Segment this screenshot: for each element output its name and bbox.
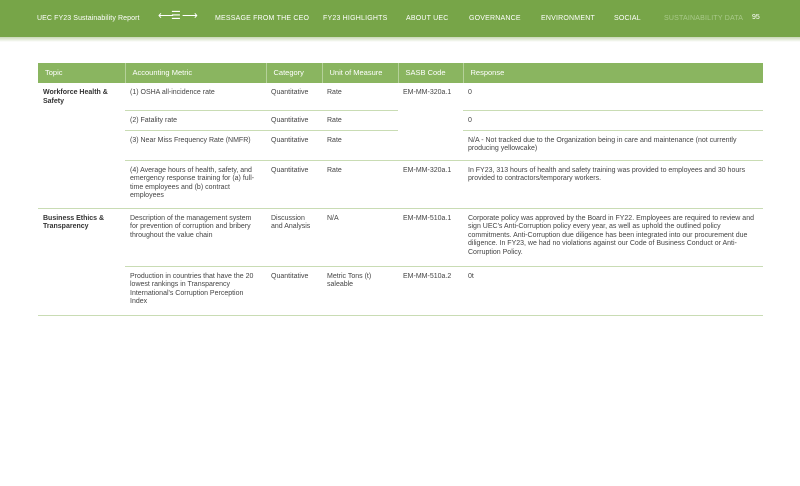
unit-cell: Metric Tons (t) saleable [322, 266, 398, 315]
topic-cell [38, 160, 125, 208]
topic-cell [38, 110, 125, 130]
column-header-sasb-code: SASB Code [398, 63, 463, 83]
table-row [38, 130, 763, 160]
table-row [38, 160, 763, 208]
sasb-code-cell: EM-MM-320a.1 [403, 89, 452, 96]
nav-item-message-from-ceo[interactable]: MESSAGE FROM THE CEO [215, 15, 310, 22]
top-navigation-bar [0, 0, 800, 37]
table-row [38, 83, 763, 110]
column-header-topic: Topic [38, 63, 125, 83]
metric-cell: (3) Near Miss Frequency Rate (NMFR) [125, 130, 266, 160]
nav-item-governance[interactable]: GOVERNANCE [469, 15, 521, 22]
table-row [38, 208, 763, 266]
topic-cell: Workforce Health & Safety [43, 89, 108, 105]
topic-cell [38, 130, 125, 160]
sasb-code-cell: EM-MM-320a.1 [398, 160, 463, 208]
response-cell: In FY23, 313 hours of health and safety training was provided to employees and 30 hours provided to contractors/temporary workers. [463, 160, 763, 208]
metric-cell: (4) Average hours of health, safety, and emergency response training for (a) full-time employees and (b) contract employees [125, 160, 266, 208]
table-row [38, 110, 763, 130]
category-cell: Quantitative [266, 130, 322, 160]
page-number: 95 [752, 14, 760, 21]
unit-cell: Rate [322, 130, 398, 160]
column-header-category: Category [266, 63, 322, 83]
unit-cell: Rate [322, 83, 398, 110]
sasb-code-cell: EM-MM-510a.1 [398, 208, 463, 266]
column-header-unit-of-measure: Unit of Measure [322, 63, 398, 83]
response-cell: 0 [463, 83, 763, 110]
metric-cell: Description of the management system for prevention of corruption and bribery throughout the value chain [125, 208, 266, 266]
category-cell: Quantitative [266, 110, 322, 130]
topic-cell [38, 266, 125, 315]
unit-cell: N/A [322, 208, 398, 266]
response-cell: Corporate policy was approved by the Board in FY22. Employees are required to review and sign UEC's Anti-Corruption policy every year, as well as uphold the outlined policy commitments. Anti-Corruption due diligence has been integrated into our procurement due diligence. In FY23, we had no violations against our Code of Business Conduct or Anti-Corruption Policy. [463, 208, 763, 266]
metric-cell: (1) OSHA all-incidence rate [125, 83, 266, 110]
metric-cell: (2) Fatality rate [125, 110, 266, 130]
sasb-code-cell [398, 110, 463, 130]
next-page-arrow-icon[interactable]: ⟶ [182, 10, 198, 22]
sasb-code-cell [398, 130, 463, 160]
table-row [38, 266, 763, 315]
nav-item-about-uec[interactable]: ABOUT UEC [406, 15, 449, 22]
previous-page-arrow-icon[interactable]: ⟵ [158, 10, 174, 22]
unit-cell: Rate [322, 160, 398, 208]
metric-cell: Production in countries that have the 20 lowest rankings in Transparency International's Corruption Perception Index [125, 266, 266, 315]
nav-item-social[interactable]: SOCIAL [614, 15, 641, 22]
response-cell: 0t [463, 266, 763, 315]
category-cell: Quantitative [266, 83, 322, 110]
sasb-metrics-table [38, 63, 763, 316]
category-cell: Quantitative [266, 266, 322, 315]
menu-icon[interactable]: ☰ [171, 10, 181, 22]
category-cell: Quantitative [266, 160, 322, 208]
response-cell: N/A - Not tracked due to the Organization being in care and maintenance (not currently producing yellowcake) [463, 130, 763, 160]
unit-cell: Rate [322, 110, 398, 130]
header-shadow [0, 37, 800, 42]
response-cell: 0 [463, 110, 763, 130]
topic-cell: Business Ethics & Transparency [43, 214, 105, 231]
report-title: UEC FY23 Sustainability Report [37, 15, 140, 22]
table-header-row [38, 63, 763, 83]
category-cell: Discussion and Analysis [266, 208, 322, 266]
column-header-accounting-metric: Accounting Metric [125, 63, 266, 83]
column-header-response: Response [463, 63, 763, 83]
nav-item-sustainability-data[interactable]: SUSTAINABILITY DATA [664, 15, 744, 22]
nav-item-environment[interactable]: ENVIRONMENT [541, 15, 595, 22]
sasb-code-cell: EM-MM-510a.2 [398, 266, 463, 315]
nav-item-fy23-highlights[interactable]: FY23 HIGHLIGHTS [323, 15, 388, 22]
